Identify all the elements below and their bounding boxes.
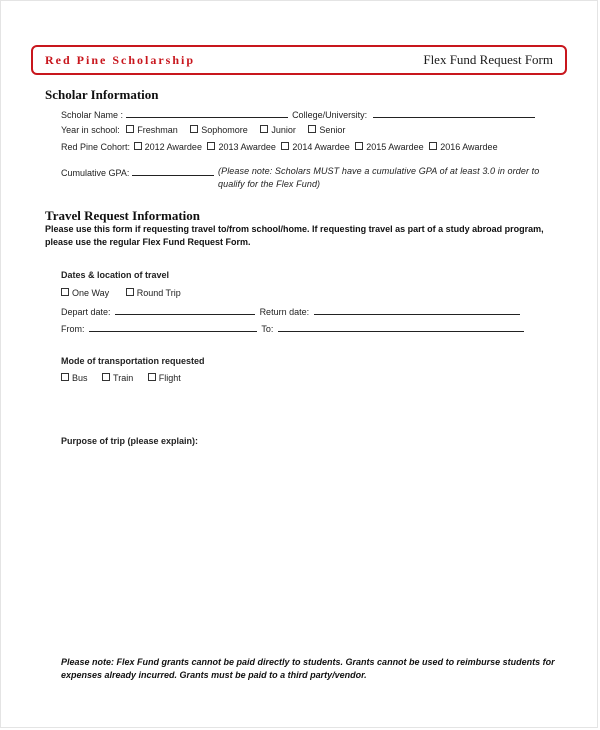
trip-type-row (61, 288, 181, 299)
checkbox[interactable] (126, 288, 134, 296)
travel-section-heading: Travel Request Information (45, 208, 201, 223)
college-label: College/University: (292, 110, 368, 120)
checkbox[interactable] (207, 142, 215, 150)
form-title: Flex Fund Request Form (423, 52, 553, 67)
checkbox[interactable] (61, 373, 69, 381)
purpose-label: Purpose of trip (please explain): (61, 436, 199, 446)
footer-note: Please note: Flex Fund grants cannot be paid directly to students. Grants cannot be used to reimburse students for expenses already incurred. Grants must be paid to a third party/vendor. (61, 657, 555, 680)
to-label: To: (261, 324, 274, 334)
brand-name: Red Pine Scholarship (45, 53, 196, 67)
trip-option-one-way[interactable]: One Way (61, 288, 109, 298)
transport-row (61, 373, 181, 384)
gpa-note: (Please note: Scholars MUST have a cumulative GPA of at least 3.0 in order to qualify for the Flex Fund) (218, 166, 540, 189)
checkbox[interactable] (134, 142, 142, 150)
transport-option-bus[interactable]: Bus (61, 373, 88, 383)
return-date-field[interactable] (314, 305, 520, 315)
scholar-name-label: Scholar Name : (61, 110, 124, 120)
checkbox[interactable] (429, 142, 437, 150)
checkbox[interactable] (190, 125, 198, 133)
checkbox[interactable] (308, 125, 316, 133)
scholar-section-heading: Scholar Information (45, 87, 159, 102)
year-option-senior[interactable]: Senior (308, 125, 345, 135)
gpa-label: Cumulative GPA: (61, 168, 130, 178)
depart-label: Depart date: (61, 307, 111, 317)
depart-date-field[interactable] (115, 305, 255, 315)
year-label: Year in school: (61, 125, 120, 135)
checkbox[interactable] (126, 125, 134, 133)
cohort-option-2015[interactable]: 2015 Awardee (355, 142, 423, 152)
cohort-label: Red Pine Cohort: (61, 142, 131, 152)
checkbox[interactable] (61, 288, 69, 296)
year-option-freshman[interactable]: Freshman (126, 125, 178, 135)
travel-instructions: Please use this form if requesting travel to/from school/home. If requesting travel as part of a study abroad program, please use the regular Flex Fund Request Form. (45, 224, 544, 247)
checkbox[interactable] (281, 142, 289, 150)
from-label: From: (61, 324, 85, 334)
year-option-sophomore[interactable]: Sophomore (190, 125, 248, 135)
cohort-row (61, 142, 498, 153)
dates-heading: Dates & location of travel (61, 270, 170, 280)
checkbox[interactable] (355, 142, 363, 150)
from-field[interactable] (89, 322, 257, 332)
depart-return-row (61, 305, 522, 318)
form-header (31, 45, 567, 75)
scholar-name-field[interactable] (126, 108, 288, 118)
cohort-option-2012[interactable]: 2012 Awardee (134, 142, 202, 152)
year-row (61, 125, 355, 136)
checkbox[interactable] (148, 373, 156, 381)
return-label: Return date: (259, 307, 310, 317)
to-field[interactable] (278, 322, 524, 332)
checkbox[interactable] (102, 373, 110, 381)
college-field[interactable] (373, 108, 535, 118)
transport-option-flight[interactable]: Flight (148, 373, 181, 383)
from-to-row (61, 322, 526, 335)
cohort-option-2014[interactable]: 2014 Awardee (281, 142, 349, 152)
transport-heading: Mode of transportation requested (61, 356, 205, 366)
trip-option-round-trip[interactable]: Round Trip (126, 288, 181, 298)
gpa-row (61, 166, 216, 179)
transport-option-train[interactable]: Train (102, 373, 133, 383)
cohort-option-2013[interactable]: 2013 Awardee (207, 142, 275, 152)
year-option-junior[interactable]: Junior (260, 125, 296, 135)
gpa-field[interactable] (132, 166, 214, 176)
cohort-option-2016[interactable]: 2016 Awardee (429, 142, 497, 152)
scholar-name-row (61, 108, 537, 121)
checkbox[interactable] (260, 125, 268, 133)
